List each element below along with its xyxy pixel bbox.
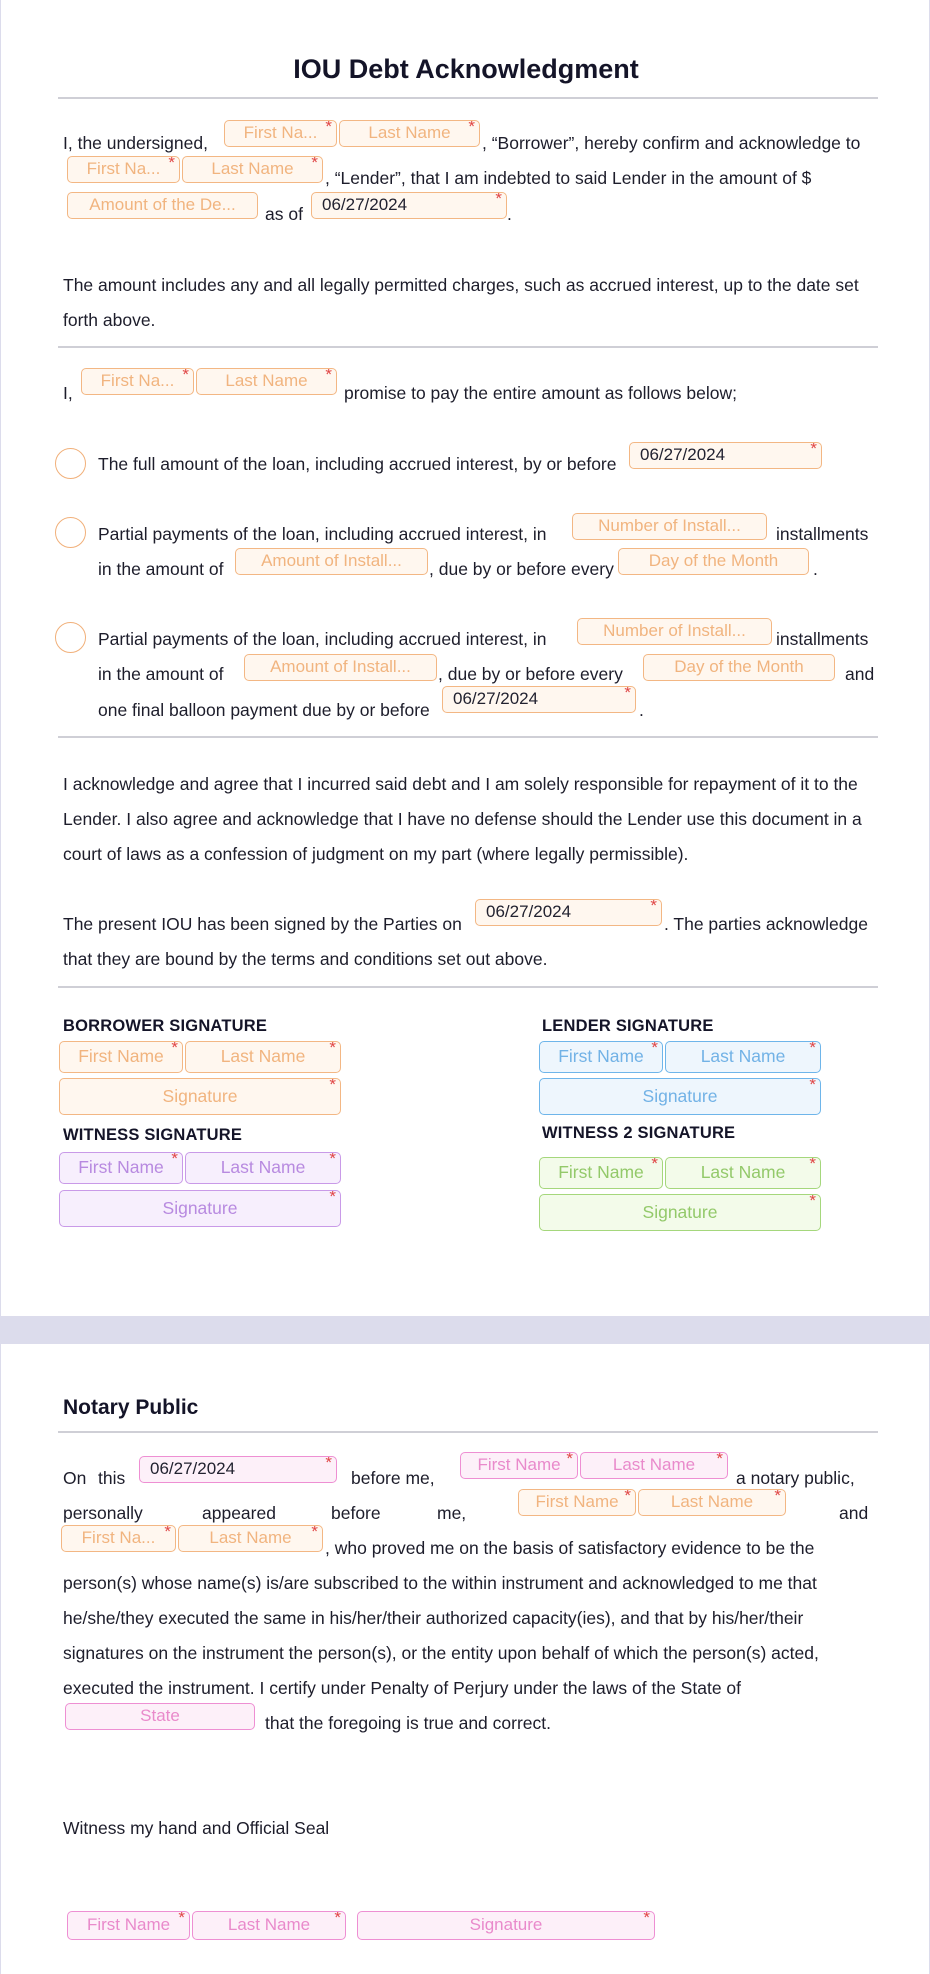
document-page-2: [1, 1344, 929, 1974]
notary-first-name-field[interactable]: First Name *: [460, 1452, 578, 1479]
option-2-text-3: in the amount of: [98, 559, 224, 579]
charges-line-1: The amount includes any and all legally permitted charges, such as accrued interest, up to the date set: [63, 275, 859, 295]
notary-before: before: [331, 1503, 381, 1523]
notary-line-4: person(s) whose name(s) is/are subscribed to the within instrument and acknowledged to me that: [63, 1573, 817, 1593]
intro-text-2: , “Borrower”, hereby confirm and acknowledge to: [482, 133, 861, 153]
option-2-text-5: .: [813, 559, 818, 579]
document-page-1: [1, 0, 929, 1316]
required-mark: *: [809, 1194, 816, 1210]
required-mark: *: [774, 1489, 781, 1505]
intro-text-4: as of: [265, 204, 303, 224]
notary-a-notary-public: a notary public,: [736, 1468, 855, 1488]
option-3-installment-amount-field[interactable]: Amount of Install...: [244, 654, 437, 681]
witness-signature-field[interactable]: Signature *: [59, 1190, 341, 1227]
notary-signature-last-name-field[interactable]: Last Name *: [192, 1911, 346, 1940]
divider: [58, 986, 878, 988]
option-2-text-4: , due by or before every: [429, 559, 614, 579]
divider: [58, 736, 878, 738]
witness-signature-heading: WITNESS SIGNATURE: [63, 1126, 243, 1144]
borrower-first-name-field[interactable]: First Na... *: [224, 120, 337, 147]
notary-appeared: appeared: [202, 1503, 276, 1523]
lender-signature-field[interactable]: Signature *: [539, 1078, 821, 1115]
required-mark: *: [325, 120, 332, 136]
document-title: IOU Debt Acknowledgment: [293, 54, 639, 84]
intro-text-1: I, the undersigned,: [63, 133, 208, 153]
promise-last-name-field[interactable]: Last Name *: [196, 368, 337, 395]
option-3-text-5: and: [845, 664, 875, 684]
borrower-signature-first-name-field[interactable]: First Name *: [59, 1041, 183, 1073]
option-3-text-1: Partial payments of the loan, including accrued interest, in: [98, 629, 547, 649]
signed-text-1: The present IOU has been signed by the Parties on: [63, 914, 462, 934]
lender-first-name-field[interactable]: First Na... *: [67, 156, 180, 183]
option-3-day-of-month-field[interactable]: Day of the Month: [643, 654, 835, 681]
required-mark: *: [329, 1152, 336, 1168]
promise-text-2: promise to pay the entire amount as follows below;: [344, 383, 737, 403]
appearer-last-name-field[interactable]: Last Name *: [638, 1489, 786, 1516]
required-mark: *: [325, 368, 332, 384]
option-2-text-2: installments: [776, 524, 869, 544]
notary-line-6: signatures on the instrument the person(s), or the entity upon behalf of which the person(s) acted,: [63, 1643, 819, 1663]
required-mark: *: [334, 1911, 341, 1927]
notary-signature-field[interactable]: Signature *: [357, 1911, 655, 1940]
required-mark: *: [329, 1078, 336, 1094]
required-mark: *: [311, 156, 318, 172]
witness-2-signature-first-name-field[interactable]: First Name *: [539, 1157, 663, 1189]
notary-line-5: he/she/they executed the same in his/her/their authorized capacity(ies), and that by his/her/their: [63, 1608, 804, 1628]
charges-line-2: forth above.: [63, 310, 156, 330]
required-mark: *: [624, 1489, 631, 1505]
divider: [58, 346, 878, 348]
option-3-text-2: installments: [776, 629, 869, 649]
required-mark: *: [624, 686, 631, 702]
option-full-payment-radio[interactable]: [55, 448, 86, 479]
lender-signature-first-name-field[interactable]: First Name *: [539, 1041, 663, 1073]
notary-date-field[interactable]: 06/27/2024 *: [139, 1456, 337, 1483]
notary-line-3: , who proved me on the basis of satisfactory evidence to be the: [325, 1538, 815, 1558]
divider: [58, 97, 878, 99]
borrower-signature-last-name-field[interactable]: Last Name *: [185, 1041, 341, 1073]
promise-first-name-field[interactable]: First Na... *: [81, 368, 194, 395]
lender-first-name-notary-field[interactable]: First Na... *: [61, 1525, 176, 1552]
notary-me: me,: [437, 1503, 467, 1523]
lender-signature-heading: LENDER SIGNATURE: [542, 1017, 714, 1035]
signed-date-field[interactable]: 06/27/2024 *: [475, 899, 662, 926]
required-mark: *: [182, 368, 189, 384]
notary-this: this: [98, 1468, 126, 1488]
lender-signature-last-name-field[interactable]: Last Name *: [665, 1041, 821, 1073]
required-mark: *: [810, 442, 817, 458]
appearer-first-name-field[interactable]: First Name *: [518, 1489, 636, 1516]
witness-2-signature-last-name-field[interactable]: Last Name *: [665, 1157, 821, 1189]
option-2-installments-number-field[interactable]: Number of Install...: [572, 513, 767, 540]
option-3-text-6: one final balloon payment due by or before: [98, 700, 430, 720]
borrower-signature-heading: BORROWER SIGNATURE: [63, 1017, 268, 1035]
required-mark: *: [809, 1078, 816, 1094]
option-2-day-of-month-field[interactable]: Day of the Month: [618, 548, 809, 575]
witness-signature-last-name-field[interactable]: Last Name *: [185, 1152, 341, 1184]
required-mark: *: [809, 1041, 816, 1057]
notary-personally: personally: [63, 1503, 143, 1523]
acknowledge-line-2: Lender. I also agree and acknowledge that I have no defense should the Lender use this document in a: [63, 809, 862, 829]
required-mark: *: [716, 1452, 723, 1468]
promise-text-1: I,: [63, 383, 73, 403]
intro-text-3: , “Lender”, that I am indebted to said Lender in the amount of $: [325, 168, 812, 188]
required-mark: *: [643, 1911, 650, 1927]
required-mark: *: [566, 1452, 573, 1468]
notary-on: On: [63, 1468, 87, 1488]
option-2-installment-amount-field[interactable]: Amount of Install...: [235, 548, 428, 575]
required-mark: *: [650, 899, 657, 915]
borrower-last-name-field[interactable]: Last Name *: [339, 120, 480, 147]
required-mark: *: [651, 1041, 658, 1057]
notary-and: and: [839, 1503, 869, 1523]
state-field[interactable]: State: [65, 1703, 255, 1730]
signed-line-2: that they are bound by the terms and conditions set out above.: [63, 949, 548, 969]
signed-text-2: . The parties acknowledge: [664, 914, 868, 934]
debt-date-field[interactable]: 06/27/2024 *: [311, 192, 507, 219]
required-mark: *: [329, 1041, 336, 1057]
witness-hand-text: Witness my hand and Official Seal: [63, 1818, 330, 1838]
required-mark: *: [468, 120, 475, 136]
option-3-text-4: , due by or before every: [438, 664, 623, 684]
notary-before-me: before me,: [351, 1468, 435, 1488]
notary-line-7: executed the instrument. I certify under Penalty of Perjury under the laws of the State of: [63, 1678, 742, 1698]
option-2-text-1: Partial payments of the loan, including accrued interest, in: [98, 524, 547, 544]
witness-2-signature-field[interactable]: Signature *: [539, 1194, 821, 1231]
lender-last-name-field[interactable]: Last Name *: [182, 156, 323, 183]
notary-last-name-field[interactable]: Last Name *: [580, 1452, 728, 1479]
acknowledge-line-3: court of laws as a confession of judgment on my part (where legally permissible).: [63, 844, 689, 864]
required-mark: *: [329, 1190, 336, 1206]
witness-2-signature-heading: WITNESS 2 SIGNATURE: [542, 1124, 736, 1142]
required-mark: *: [171, 1041, 178, 1057]
lender-last-name-notary-field[interactable]: Last Name *: [178, 1525, 323, 1552]
intro-text-5: .: [507, 204, 512, 224]
acknowledge-line-1: I acknowledge and agree that I incurred said debt and I am solely responsible for repayment of it to the: [63, 774, 858, 794]
required-mark: *: [168, 156, 175, 172]
divider: [58, 1431, 878, 1433]
required-mark: *: [809, 1157, 816, 1173]
option-1-text: The full amount of the loan, including accrued interest, by or before: [98, 454, 617, 474]
required-mark: *: [171, 1152, 178, 1168]
option-partial-payment-radio[interactable]: [55, 517, 86, 548]
required-mark: *: [178, 1911, 185, 1927]
required-mark: *: [164, 1525, 171, 1541]
option-3-balloon-date-field[interactable]: 06/27/2024 *: [442, 686, 636, 713]
option-balloon-payment-radio[interactable]: [55, 622, 86, 653]
required-mark: *: [495, 192, 502, 208]
option-1-date-field[interactable]: 06/27/2024 *: [629, 442, 822, 469]
witness-signature-first-name-field[interactable]: First Name *: [59, 1152, 183, 1184]
debt-amount-field[interactable]: Amount of the De...: [67, 192, 258, 219]
required-mark: *: [325, 1456, 332, 1472]
notary-line-8: that the foregoing is true and correct.: [265, 1713, 551, 1733]
borrower-signature-field[interactable]: Signature *: [59, 1078, 341, 1115]
required-mark: *: [311, 1525, 318, 1541]
option-3-installments-number-field[interactable]: Number of Install...: [577, 618, 772, 645]
option-3-text-7: .: [639, 700, 644, 720]
required-mark: *: [651, 1157, 658, 1173]
notary-signature-first-name-field[interactable]: First Name *: [67, 1911, 190, 1940]
option-3-text-3: in the amount of: [98, 664, 224, 684]
notary-heading: Notary Public: [63, 1396, 199, 1419]
